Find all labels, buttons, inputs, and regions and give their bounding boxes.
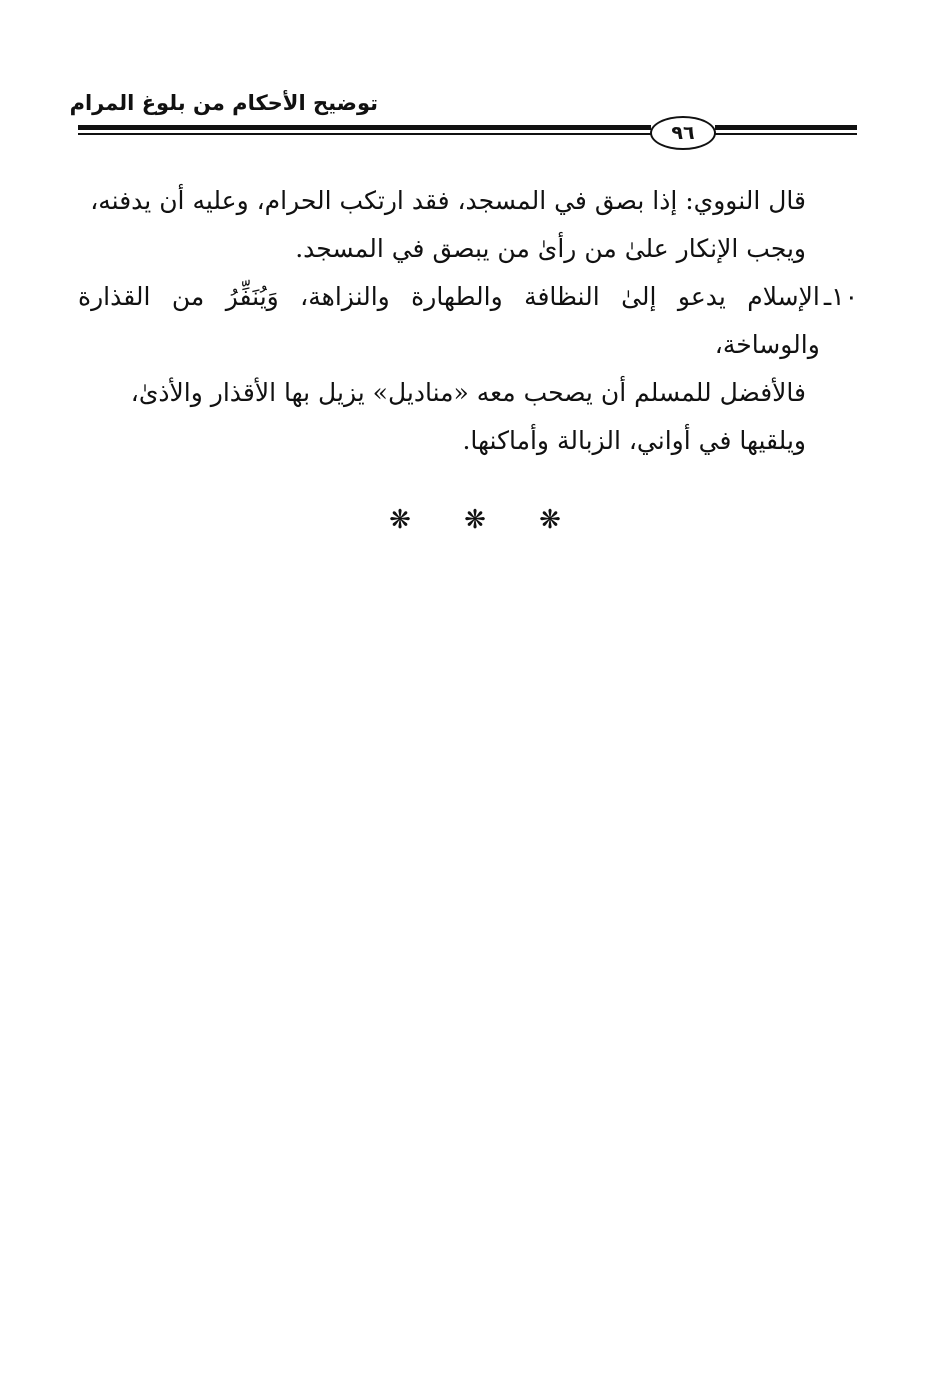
list-item-number: ١٠ـ [823, 282, 858, 311]
section-separator [380, 505, 570, 535]
asterism-star: ❋ [389, 505, 411, 535]
page-body [78, 177, 858, 465]
list-item-line: ويلقيها في أواني، الزبالة وأماكنها. [462, 426, 806, 455]
list-item-line: الإسلام يدعو إلىٰ النظافة والطهارة والنزاهة، وَيُنَفِّرُ من القذارة والوساخة، [78, 282, 820, 359]
paragraph-line: قال النووي: إذا بصق في المسجد، فقد ارتكب الحرام، وعليه أن يدفنه، [90, 186, 806, 215]
asterism-star: ❋ [539, 505, 561, 535]
page-number: ٩٦ [650, 116, 716, 150]
header-rule-left [78, 125, 651, 138]
paragraph-line: ويجب الإنكار علىٰ من رأىٰ من يبصق في المسجد. [295, 234, 806, 263]
header-rule-right [715, 125, 857, 138]
running-header-title: توضيح الأحكام من بلوغ المرام [69, 91, 378, 115]
list-item-10 [78, 273, 858, 369]
list-item-body [78, 273, 820, 369]
list-item-line: فالأفضل للمسلم أن يصحب معه «مناديل» يزيل بها الأقذار والأذىٰ، [130, 378, 806, 407]
asterism-star: ❋ [464, 505, 486, 535]
